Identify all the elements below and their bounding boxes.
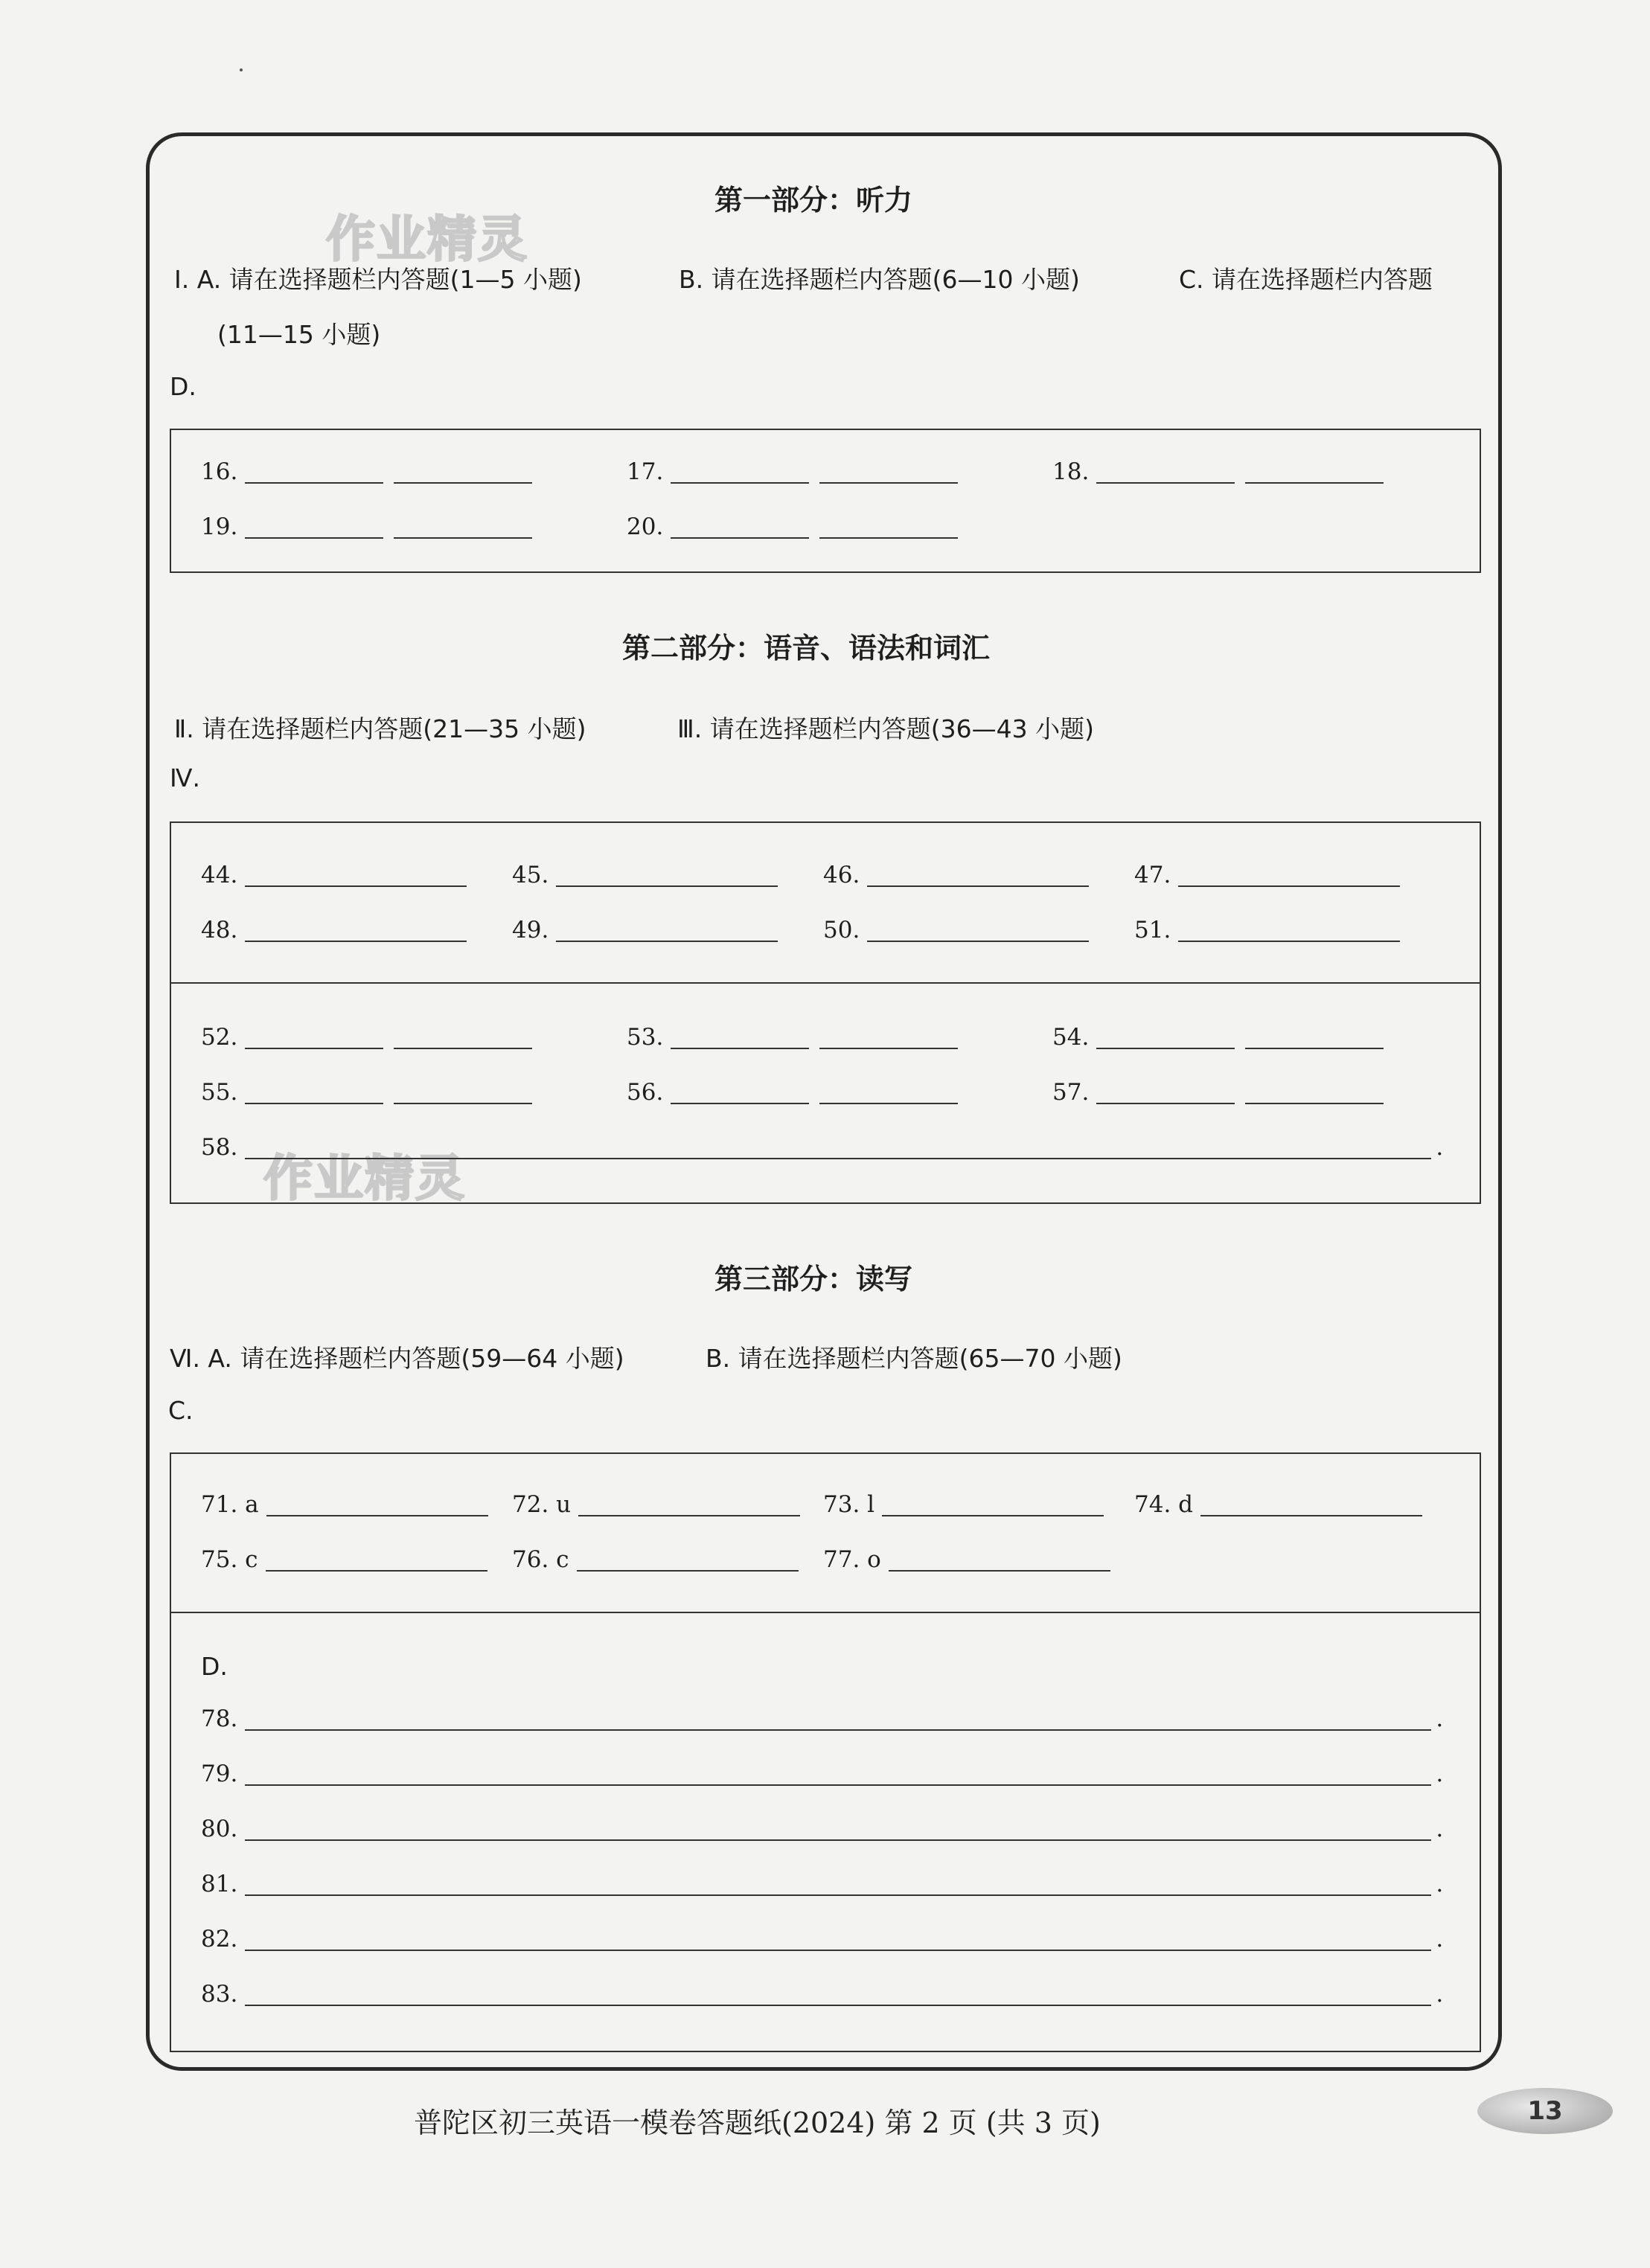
item-number: 72. u xyxy=(512,1491,572,1518)
item-number: 20. xyxy=(627,513,664,540)
part3-instruction-b: B. 请在选择题栏内答题(65—70 小题) xyxy=(706,1344,1122,1373)
answer-item-16 xyxy=(201,458,532,485)
answer-blank[interactable] xyxy=(671,1103,809,1104)
answer-item-44 xyxy=(201,862,467,888)
answer-blank[interactable] xyxy=(867,941,1089,942)
answer-blank[interactable] xyxy=(556,885,778,887)
part3-instruction-a: Ⅵ. A. 请在选择题栏内答题(59—64 小题) xyxy=(170,1344,624,1373)
answer-blank[interactable] xyxy=(671,482,809,484)
answer-blank[interactable] xyxy=(245,885,467,887)
answer-blank[interactable] xyxy=(245,537,383,539)
answer-item-46 xyxy=(823,862,1089,888)
part2-iv-label: Ⅳ. xyxy=(170,763,200,792)
answer-item-49 xyxy=(512,917,778,944)
answer-item-79 xyxy=(201,1761,1443,1787)
answer-blank[interactable] xyxy=(245,1103,383,1104)
answer-item-76 xyxy=(512,1546,799,1573)
answer-blank[interactable] xyxy=(394,482,532,484)
answer-item-71 xyxy=(201,1491,488,1518)
answer-item-17 xyxy=(627,458,958,485)
item-number: 55. xyxy=(201,1079,238,1106)
item-number: 78. xyxy=(201,1705,238,1732)
answer-item-18 xyxy=(1052,458,1384,485)
page-number-badge xyxy=(1477,2088,1613,2134)
item-number: 16. xyxy=(201,458,238,485)
answer-item-55 xyxy=(201,1079,532,1106)
answer-blank[interactable] xyxy=(245,1048,383,1049)
answer-item-45 xyxy=(512,862,778,888)
answer-blank[interactable] xyxy=(1178,941,1400,942)
answer-blank[interactable] xyxy=(1096,1103,1235,1104)
item-number: 18. xyxy=(1052,458,1090,485)
item-number: 17. xyxy=(627,458,664,485)
answer-item-52 xyxy=(201,1024,532,1051)
scan-speck xyxy=(240,68,243,71)
item-number: 47. xyxy=(1134,862,1171,888)
part3-answer-box xyxy=(170,1452,1481,2052)
answer-blank[interactable] xyxy=(245,1158,1431,1159)
answer-blank[interactable] xyxy=(245,1729,1431,1731)
item-number: 50. xyxy=(823,917,860,944)
answer-blank[interactable] xyxy=(266,1570,487,1572)
watermark-middle: 作业精灵 xyxy=(263,1150,466,1207)
answer-blank[interactable] xyxy=(577,1570,799,1572)
answer-blank[interactable] xyxy=(245,1784,1431,1786)
part1-answer-box xyxy=(170,429,1481,573)
answer-item-82 xyxy=(201,1926,1443,1953)
part3-c-label: C. xyxy=(168,1396,194,1425)
item-number: 80. xyxy=(201,1816,238,1842)
item-number: 46. xyxy=(823,862,860,888)
answer-item-72 xyxy=(512,1491,800,1518)
item-number: 45. xyxy=(512,862,549,888)
part3-d-label: D. xyxy=(201,1652,228,1681)
box-divider xyxy=(171,1612,1480,1613)
answer-blank[interactable] xyxy=(867,885,1089,887)
answer-item-83 xyxy=(201,1981,1443,2008)
answer-blank[interactable] xyxy=(556,941,778,942)
item-number: 49. xyxy=(512,917,549,944)
item-number: 73. l xyxy=(823,1491,875,1518)
part1-instruction-c: C. 请在选择题栏内答题 xyxy=(1179,265,1433,294)
answer-blank[interactable] xyxy=(882,1515,1104,1516)
part1-instruction-cont: (11—15 小题) xyxy=(217,320,381,349)
answer-item-20 xyxy=(627,513,958,540)
part2-title: 第二部分：语音、语法和词汇 xyxy=(622,632,991,664)
item-number: 58. xyxy=(201,1134,238,1161)
item-number: 57. xyxy=(1052,1079,1090,1106)
answer-blank[interactable] xyxy=(245,2005,1431,2006)
item-number: 82. xyxy=(201,1926,238,1953)
answer-blank[interactable] xyxy=(819,537,958,539)
part1-instruction-a: Ⅰ. A. 请在选择题栏内答题(1—5 小题) xyxy=(174,265,582,294)
answer-item-75 xyxy=(201,1546,487,1573)
answer-blank[interactable] xyxy=(819,482,958,484)
answer-blank[interactable] xyxy=(245,482,383,484)
period: . xyxy=(1436,1705,1444,1732)
answer-blank[interactable] xyxy=(245,1839,1431,1841)
period: . xyxy=(1436,1761,1444,1787)
item-number: 19. xyxy=(201,513,238,540)
answer-item-74 xyxy=(1134,1491,1422,1518)
item-number: 76. c xyxy=(512,1546,569,1573)
answer-blank[interactable] xyxy=(578,1515,800,1516)
page-number: 13 xyxy=(1527,2096,1563,2126)
part1-d-label: D. xyxy=(170,372,196,401)
answer-blank[interactable] xyxy=(1245,1103,1384,1104)
part2-instruction-a: Ⅱ. 请在选择题栏内答题(21—35 小题) xyxy=(174,714,586,743)
answer-blank[interactable] xyxy=(819,1103,958,1104)
answer-blank[interactable] xyxy=(1245,482,1384,484)
part2-answer-box xyxy=(170,821,1481,1204)
item-number: 54. xyxy=(1052,1024,1090,1051)
answer-blank[interactable] xyxy=(671,1048,809,1049)
item-number: 56. xyxy=(627,1079,664,1106)
answer-blank[interactable] xyxy=(1200,1515,1422,1516)
part1-instruction-b: B. 请在选择题栏内答题(6—10 小题) xyxy=(679,265,1080,294)
page-footer: 普陀区初三英语一模卷答题纸(2024) 第 2 页 (共 3 页) xyxy=(414,2107,1101,2139)
answer-item-50 xyxy=(823,917,1089,944)
item-number: 52. xyxy=(201,1024,238,1051)
answer-blank[interactable] xyxy=(1245,1048,1384,1049)
item-number: 77. o xyxy=(823,1546,881,1573)
answer-blank[interactable] xyxy=(245,1950,1431,1951)
item-number: 71. a xyxy=(201,1491,259,1518)
answer-blank[interactable] xyxy=(1096,1048,1235,1049)
item-number: 83. xyxy=(201,1981,238,2008)
item-number: 81. xyxy=(201,1871,238,1897)
answer-item-51 xyxy=(1134,917,1400,944)
item-number: 79. xyxy=(201,1761,238,1787)
answer-item-81 xyxy=(201,1871,1443,1897)
answer-item-77 xyxy=(823,1546,1110,1573)
answer-blank[interactable] xyxy=(266,1515,488,1516)
answer-blank[interactable] xyxy=(394,1103,532,1104)
item-number: 44. xyxy=(201,862,238,888)
item-number: 48. xyxy=(201,917,238,944)
answer-blank[interactable] xyxy=(245,941,467,942)
answer-item-73 xyxy=(823,1491,1104,1518)
part1-title: 第一部分：听力 xyxy=(714,184,913,217)
answer-item-19 xyxy=(201,513,532,540)
answer-item-47 xyxy=(1134,862,1400,888)
part2-instruction-b: Ⅲ. 请在选择题栏内答题(36—43 小题) xyxy=(677,714,1094,743)
answer-blank[interactable] xyxy=(1178,885,1400,887)
period: . xyxy=(1436,1981,1444,2008)
watermark-top: 作业精灵 xyxy=(326,211,528,268)
answer-blank[interactable] xyxy=(394,1048,532,1049)
part3-title: 第三部分：读写 xyxy=(714,1263,913,1295)
period: . xyxy=(1436,1816,1444,1842)
answer-item-53 xyxy=(627,1024,958,1051)
answer-item-48 xyxy=(201,917,467,944)
answer-blank[interactable] xyxy=(671,537,809,539)
answer-blank[interactable] xyxy=(394,537,532,539)
item-number: 51. xyxy=(1134,917,1171,944)
item-number: 75. c xyxy=(201,1546,258,1573)
answer-item-56 xyxy=(627,1079,958,1106)
answer-item-54 xyxy=(1052,1024,1384,1051)
item-number: 74. d xyxy=(1134,1491,1193,1518)
answer-blank[interactable] xyxy=(1096,482,1235,484)
period: . xyxy=(1436,1871,1444,1897)
answer-blank[interactable] xyxy=(245,1894,1431,1896)
answer-blank[interactable] xyxy=(889,1570,1110,1572)
period: . xyxy=(1436,1926,1444,1953)
answer-item-58 xyxy=(201,1134,1443,1161)
box-divider xyxy=(171,982,1480,984)
answer-item-78 xyxy=(201,1705,1443,1732)
item-number: 53. xyxy=(627,1024,664,1051)
answer-blank[interactable] xyxy=(819,1048,958,1049)
answer-item-57 xyxy=(1052,1079,1384,1106)
period: . xyxy=(1436,1134,1444,1161)
answer-item-80 xyxy=(201,1816,1443,1842)
